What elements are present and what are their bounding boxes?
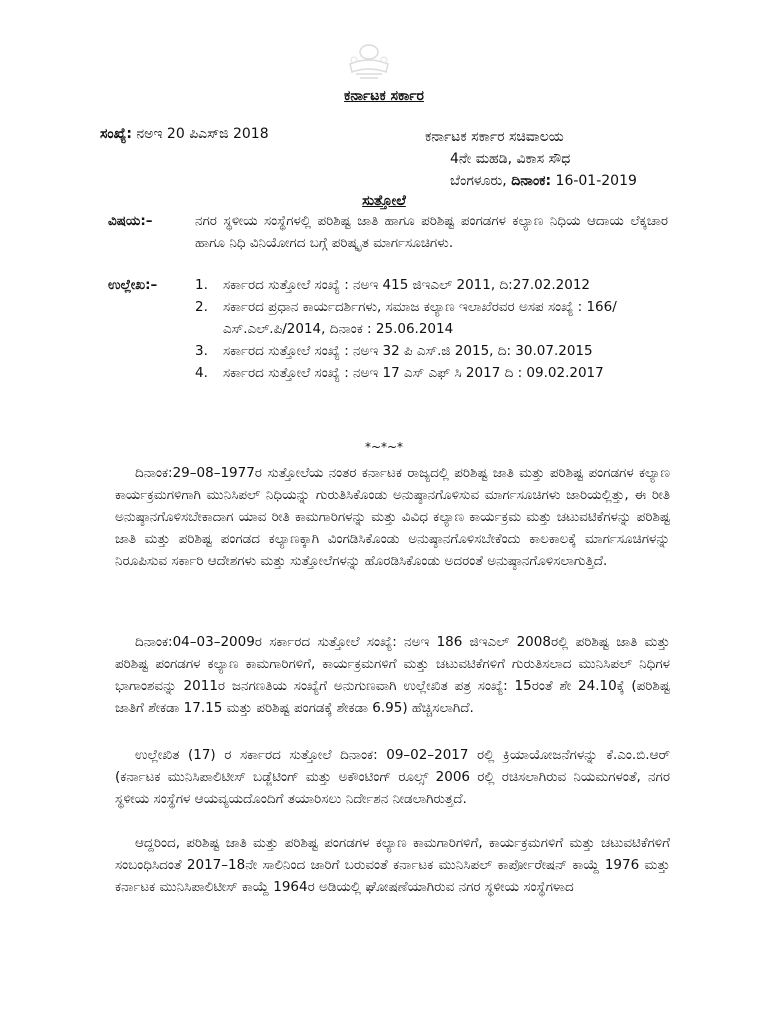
reference-item bbox=[195, 274, 668, 296]
reference-number bbox=[100, 126, 269, 142]
body-paragraph-4: ಆದ್ದರಿಂದ, ಪರಿಶಿಷ್ಟ ಜಾತಿ ಮತ್ತು ಪರಿಶಿಷ್ಟ ಪಂಗಡಗಳ ಕಲ್ಯಾಣ ಕಾಮಗಾರಿಗಳಿಗೆ, ಕಾರ್ಯಕ್ರಮಗಳಿಗೆ ಮತ್ತು ಚಟುವಟಿಕೆಗಳಿಗೆ ಸಂಬಂಧಿಸಿದಂತೆ 2017–18ನೇ ಸಾಲಿನಿಂದ ಜಾರಿಗೆ ಬರುವಂತೆ ಕರ್ನಾಟಕ ಮುನಿಸಿಪಲ್ ಕಾರ್ಪೋರೇಷನ್ ಕಾಯ್ದೆ 1976 ಮತ್ತು ಕರ್ನಾಟಕ ಮುನಿಸಿಪಾಲಿಟೀಸ್ ಕಾಯ್ದೆ 1964ರ ಅಡಿಯಲ್ಲಿ ಘೋಷಣೆಯಾಗಿರುವ ನಗರ ಸ್ಥಳೀಯ ಸಂಸ್ಥೆಗಳಾದ bbox=[115, 834, 670, 895]
references-label: ಉಲ್ಲೇಖ:– bbox=[108, 277, 158, 293]
body-paragraph-1: ದಿನಾಂಕ:29–08–1977ರ ಸುತ್ತೋಲೆಯ ನಂತರ ಕರ್ನಾಟಕ ರಾಜ್ಯದಲ್ಲಿ ಪರಿಶಿಷ್ಟ ಜಾತಿ ಮತ್ತು ಪರಿಶಿಷ್ಟ ಪಂಗಡಗಳ ಕಲ್ಯಾಣ ಕಾರ್ಯಕ್ರಮಗಳಿಗಾಗಿ ಮುನಿಸಿಪಲ್ ನಿಧಿಯನ್ನು ಗುರುತಿಸಿಕೊಂಡು ಅನುಷ್ಠಾನಗೊಳಿಸುವ ಮಾರ್ಗಸೂಚಿಗಳು ಜಾರಿಯಲ್ಲಿತ್ತು, ಈ ರೀತಿ ಅನುಷ್ಠಾನಗೊಳಿಸಬೇಕಾದಾಗ ಯಾವ ರೀತಿ ಕಾಮಗಾರಿಗಳನ್ನು ಮತ್ತು ವಿವಿಧ ಕಲ್ಯಾಣ ಕಾರ್ಯಕ್ರಮ ಮತ್ತು ಚಟುವಟಿಕೆಗಳನ್ನು ಪರಿಶಿಷ್ಟ ಜಾತಿ ಮತ್ತು ಪರಿಶಿಷ್ಟ ಪಂಗಡದ ಕಲ್ಯಾಣಕ್ಕಾಗಿ ವಿಂಗಡಿಸಿಕೊಂಡು ಅನುಷ್ಠಾನಗೊಳಿಸಬೇಕೆಂದು ಕಾಲಕಾಲಕ್ಕೆ ಮಾರ್ಗಸೂಚಿಗಳನ್ನು ನಿರೂಪಿಸುವ ಸರ್ಕಾರಿ ಆದೇಶಗಳು ಮತ್ತು ಸುತ್ತೋಲೆಗಳನ್ನು ಹೊರಡಿಸಿಕೊಂಡು ಅದರಂತೆ ಅನುಷ್ಠಾನಗೊಳಿಸಲಾಗುತ್ತಿದೆ. bbox=[115, 464, 670, 569]
reference-number-label: ಸಂಖ್ಯೆ: bbox=[100, 126, 132, 142]
office-address bbox=[425, 126, 637, 192]
body-paragraph-3: ಉಲ್ಲೇಖಿತ (17) ರ ಸರ್ಕಾರದ ಸುತ್ತೋಲೆ ದಿನಾಂಕ: 09–02–2017 ರಲ್ಲಿ ಕ್ರಿಯಾಯೋಜನೆಗಳನ್ನು ಕೆ.ಎಂ.ಬಿ.ಆರ್ (ಕರ್ನಾಟಕ ಮುನಿಸಿಪಾಲಿಟೀಸ್ ಬಡ್ಜೆಟಿಂಗ್ ಮತ್ತು ಅಕೌಂಟಿಂಗ್ ರೂಲ್ಸ್ 2006 ರಲ್ಲಿ ರಚಿಸಲಾಗಿರುವ ನಿಯಮಗಳಂತೆ, ನಗರ ಸ್ಥಳೀಯ ಸಂಸ್ಥೆಗಳ ಆಯವ್ಯಯದೊಂದಿಗೆ ತಯಾರಿಸಲು ನಿರ್ದೇಶನ ನೀಡಲಾಗಿರುತ್ತದೆ. bbox=[115, 746, 670, 807]
reference-number-value: ನಅಇ 20 ಪಿಎಸ್‌ಜಿ 2018 bbox=[136, 126, 269, 142]
reference-item-text: ಸರ್ಕಾರದ ಪ್ರಧಾನ ಕಾರ್ಯದರ್ಶಿಗಳು, ಸಮಾಜ ಕಲ್ಯಾಣ ಇಲಾಖೆರವರ ಅಸಪ ಸಂಖ್ಯೆ : 166/ ಎಸ್.ಎಲ್.ಪಿ/2014, ದಿನಾಂಕ : 25.06.2014 bbox=[223, 299, 617, 337]
body-paragraph-2: ದಿನಾಂಕ:04–03–2009ರ ಸರ್ಕಾರದ ಸುತ್ತೋಲೆ ಸಂಖ್ಯೆ: ನಅಇ 186 ಜಿಇಎಲ್ 2008ರಲ್ಲಿ ಪರಿಶಿಷ್ಟ ಜಾತಿ ಮತ್ತು ಪರಿಶಿಷ್ಟ ಪಂಗಡಗಳ ಕಲ್ಯಾಣ ಕಾಮಗಾರಿಗಳಿಗೆ, ಕಾರ್ಯಕ್ರಮಗಳಿಗೆ ಮತ್ತು ಚಟುವಟಿಕೆಗಳಿಗೆ ಗುರುತಿಸಲಾದ ಮುನಿಸಿಪಲ್ ನಿಧಿಗಳ ಭಾಗಾಂಶವನ್ನು 2011ರ ಜನಗಣತಿಯ ಸಂಖ್ಯೆಗೆ ಅನುಗುಣವಾಗಿ ಉಲ್ಲೇಖಿತ ಪತ್ರ ಸಂಖ್ಯೆ: 15ರಂತೆ ಶೇ 24.10ಕ್ಕೆ (ಪರಿಶಿಷ್ಟ ಜಾತಿಗೆ ಶೇಕಡಾ 17.15 ಮತ್ತು ಪರಿಶಿಷ್ಟ ಪಂಗಡಕ್ಕೆ ಶೇಕಡಾ 6.95) ಹೆಚ್ಚಿಸಲಾಗಿದೆ. bbox=[115, 633, 670, 716]
reference-item bbox=[195, 340, 668, 362]
circular-title: ಸುತ್ತೋಲೆ bbox=[362, 193, 406, 209]
office-line-1: ಕರ್ನಾಟಕ ಸರ್ಕಾರ ಸಚಿವಾಲಯ bbox=[425, 129, 564, 145]
reference-item bbox=[195, 296, 668, 340]
reference-item bbox=[195, 362, 668, 384]
references-list bbox=[195, 274, 668, 384]
subject-section bbox=[108, 210, 668, 254]
state-emblem-icon bbox=[342, 38, 396, 84]
date-label: ದಿನಾಂಕ: bbox=[511, 173, 552, 189]
section-divider: *~*~* bbox=[364, 440, 404, 454]
subject-label: ವಿಷಯ:– bbox=[108, 213, 153, 229]
office-place: ಬೆಂಗಳೂರು, bbox=[450, 173, 507, 189]
reference-item-number: 3. bbox=[195, 343, 208, 359]
date-value: 16-01-2019 bbox=[555, 173, 637, 189]
reference-item-text: ಸರ್ಕಾರದ ಸುತ್ತೋಲೆ ಸಂಖ್ಯೆ : ನಅಇ 17 ಎಸ್ ಎಫ್ ಸಿ 2017 ದಿ : 09.02.2017 bbox=[223, 365, 604, 381]
reference-item-text: ಸರ್ಕಾರದ ಸುತ್ತೋಲೆ ಸಂಖ್ಯೆ : ನಅಇ 415 ಜಿಇಎಲ್ 2011, ದಿ:27.02.2012 bbox=[223, 277, 591, 293]
reference-item-number: 4. bbox=[195, 365, 208, 381]
government-heading: ಕರ್ನಾಟಕ ಸರ್ಕಾರ bbox=[344, 88, 424, 104]
references-section bbox=[108, 274, 668, 384]
reference-item-number: 2. bbox=[195, 299, 208, 315]
subject-text: ನಗರ ಸ್ಥಳೀಯ ಸಂಸ್ಥೆಗಳಲ್ಲಿ ಪರಿಶಿಷ್ಟ ಜಾತಿ ಹಾಗೂ ಪರಿಶಿಷ್ಟ ಪಂಗಡಗಳ ಕಲ್ಯಾಣ ನಿಧಿಯ ಆದಾಯ ಲೆಕ್ಕಚಾರ ಹಾಗೂ ನಿಧಿ ವಿನಿಯೋಗದ ಬಗ್ಗೆ ಪರಿಷ್ಕೃತ ಮಾರ್ಗಸೂಚಿಗಳು. bbox=[195, 213, 668, 251]
reference-item-text: ಸರ್ಕಾರದ ಸುತ್ತೋಲೆ ಸಂಖ್ಯೆ : ನಅಇ 32 ಪಿ ಎಸ್.ಜಿ 2015, ದಿ: 30.07.2015 bbox=[223, 343, 593, 359]
office-line-2: 4ನೇ ಮಹಡಿ, ವಿಕಾಸ ಸೌಧ bbox=[450, 151, 571, 167]
office-line-3 bbox=[425, 170, 637, 192]
reference-item-number: 1. bbox=[195, 277, 208, 293]
